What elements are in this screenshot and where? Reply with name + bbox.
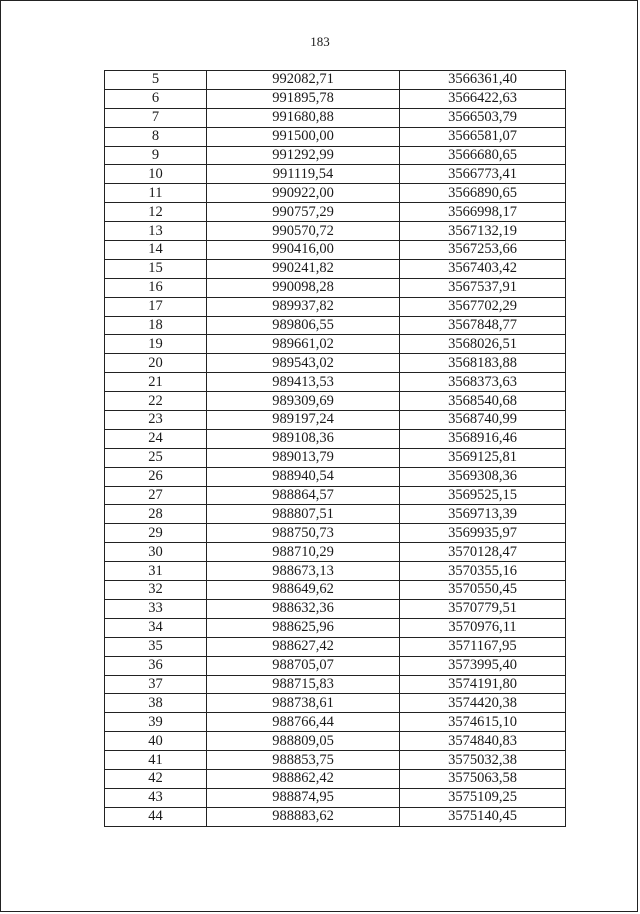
x-coordinate-cell: 988750,73 (207, 524, 400, 543)
x-coordinate-cell: 989937,82 (207, 297, 400, 316)
x-coordinate-cell: 991680,88 (207, 108, 400, 127)
y-coordinate-cell: 3569308,36 (400, 467, 566, 486)
x-coordinate-cell: 988874,95 (207, 788, 400, 807)
y-coordinate-cell: 3573995,40 (400, 656, 566, 675)
y-coordinate-cell: 3568026,51 (400, 335, 566, 354)
y-coordinate-cell: 3566773,41 (400, 165, 566, 184)
y-coordinate-cell: 3569935,97 (400, 524, 566, 543)
table-row (105, 354, 566, 373)
y-coordinate-cell: 3575063,58 (400, 769, 566, 788)
y-coordinate-cell: 3568740,99 (400, 411, 566, 430)
x-coordinate-cell: 988853,75 (207, 751, 400, 770)
y-coordinate-cell: 3574191,80 (400, 675, 566, 694)
point-number-cell: 11 (105, 184, 207, 203)
x-coordinate-cell: 989661,02 (207, 335, 400, 354)
y-coordinate-cell: 3570779,51 (400, 599, 566, 618)
table-row (105, 71, 566, 90)
point-number-cell: 19 (105, 335, 207, 354)
x-coordinate-cell: 991895,78 (207, 89, 400, 108)
table-row (105, 241, 566, 260)
point-number-cell: 7 (105, 108, 207, 127)
point-number-cell: 13 (105, 222, 207, 241)
table-row (105, 543, 566, 562)
x-coordinate-cell: 989543,02 (207, 354, 400, 373)
point-number-cell: 10 (105, 165, 207, 184)
y-coordinate-cell: 3567403,42 (400, 259, 566, 278)
point-number-cell: 30 (105, 543, 207, 562)
table-row (105, 146, 566, 165)
y-coordinate-cell: 3568183,88 (400, 354, 566, 373)
table-row (105, 108, 566, 127)
point-number-cell: 22 (105, 392, 207, 411)
y-coordinate-cell: 3570355,16 (400, 562, 566, 581)
x-coordinate-cell: 990098,28 (207, 278, 400, 297)
table-row (105, 448, 566, 467)
x-coordinate-cell: 989806,55 (207, 316, 400, 335)
table-row (105, 562, 566, 581)
table-row (105, 373, 566, 392)
y-coordinate-cell: 3575032,38 (400, 751, 566, 770)
table-row (105, 486, 566, 505)
table-row (105, 713, 566, 732)
table-row (105, 675, 566, 694)
x-coordinate-cell: 988738,61 (207, 694, 400, 713)
point-number-cell: 34 (105, 618, 207, 637)
table-row (105, 411, 566, 430)
point-number-cell: 8 (105, 127, 207, 146)
point-number-cell: 27 (105, 486, 207, 505)
point-number-cell: 40 (105, 732, 207, 751)
point-number-cell: 5 (105, 71, 207, 90)
x-coordinate-cell: 988632,36 (207, 599, 400, 618)
y-coordinate-cell: 3567132,19 (400, 222, 566, 241)
y-coordinate-cell: 3574615,10 (400, 713, 566, 732)
y-coordinate-cell: 3566680,65 (400, 146, 566, 165)
y-coordinate-cell: 3567253,66 (400, 241, 566, 260)
x-coordinate-cell: 988862,42 (207, 769, 400, 788)
table-row (105, 278, 566, 297)
y-coordinate-cell: 3566581,07 (400, 127, 566, 146)
table-row (105, 524, 566, 543)
y-coordinate-cell: 3566998,17 (400, 203, 566, 222)
y-coordinate-cell: 3570550,45 (400, 581, 566, 600)
x-coordinate-cell: 990570,72 (207, 222, 400, 241)
table-row (105, 581, 566, 600)
y-coordinate-cell: 3574420,38 (400, 694, 566, 713)
x-coordinate-cell: 991500,00 (207, 127, 400, 146)
point-number-cell: 38 (105, 694, 207, 713)
table-row (105, 392, 566, 411)
point-number-cell: 28 (105, 505, 207, 524)
point-number-cell: 42 (105, 769, 207, 788)
table-row (105, 599, 566, 618)
x-coordinate-cell: 991292,99 (207, 146, 400, 165)
x-coordinate-cell: 991119,54 (207, 165, 400, 184)
table-row (105, 751, 566, 770)
table-row (105, 505, 566, 524)
point-number-cell: 39 (105, 713, 207, 732)
table-row (105, 89, 566, 108)
point-number-cell: 15 (105, 259, 207, 278)
x-coordinate-cell: 988807,51 (207, 505, 400, 524)
x-coordinate-cell: 988705,07 (207, 656, 400, 675)
point-number-cell: 35 (105, 637, 207, 656)
x-coordinate-cell: 988625,96 (207, 618, 400, 637)
point-number-cell: 12 (105, 203, 207, 222)
x-coordinate-cell: 990922,00 (207, 184, 400, 203)
point-number-cell: 31 (105, 562, 207, 581)
x-coordinate-cell: 988864,57 (207, 486, 400, 505)
table-row (105, 656, 566, 675)
x-coordinate-cell: 990757,29 (207, 203, 400, 222)
y-coordinate-cell: 3569713,39 (400, 505, 566, 524)
x-coordinate-cell: 988715,83 (207, 675, 400, 694)
y-coordinate-cell: 3567702,29 (400, 297, 566, 316)
coordinates-table (104, 70, 566, 827)
table-row (105, 769, 566, 788)
x-coordinate-cell: 990241,82 (207, 259, 400, 278)
point-number-cell: 21 (105, 373, 207, 392)
table-row (105, 316, 566, 335)
y-coordinate-cell: 3566890,65 (400, 184, 566, 203)
table-row (105, 807, 566, 826)
x-coordinate-cell: 988883,62 (207, 807, 400, 826)
y-coordinate-cell: 3571167,95 (400, 637, 566, 656)
y-coordinate-cell: 3575140,45 (400, 807, 566, 826)
y-coordinate-cell: 3569525,15 (400, 486, 566, 505)
y-coordinate-cell: 3569125,81 (400, 448, 566, 467)
y-coordinate-cell: 3566503,79 (400, 108, 566, 127)
point-number-cell: 14 (105, 241, 207, 260)
x-coordinate-cell: 989108,36 (207, 429, 400, 448)
point-number-cell: 32 (105, 581, 207, 600)
x-coordinate-cell: 988673,13 (207, 562, 400, 581)
table-row (105, 184, 566, 203)
point-number-cell: 29 (105, 524, 207, 543)
table-row (105, 637, 566, 656)
table-row (105, 732, 566, 751)
table-row (105, 259, 566, 278)
table-body (105, 71, 566, 827)
y-coordinate-cell: 3568373,63 (400, 373, 566, 392)
x-coordinate-cell: 990416,00 (207, 241, 400, 260)
x-coordinate-cell: 989197,24 (207, 411, 400, 430)
point-number-cell: 23 (105, 411, 207, 430)
y-coordinate-cell: 3566422,63 (400, 89, 566, 108)
y-coordinate-cell: 3575109,25 (400, 788, 566, 807)
table-row (105, 618, 566, 637)
y-coordinate-cell: 3566361,40 (400, 71, 566, 90)
x-coordinate-cell: 988710,29 (207, 543, 400, 562)
table-row (105, 203, 566, 222)
y-coordinate-cell: 3567537,91 (400, 278, 566, 297)
x-coordinate-cell: 989013,79 (207, 448, 400, 467)
point-number-cell: 44 (105, 807, 207, 826)
table-row (105, 467, 566, 486)
point-number-cell: 25 (105, 448, 207, 467)
table-row (105, 694, 566, 713)
x-coordinate-cell: 988627,42 (207, 637, 400, 656)
point-number-cell: 37 (105, 675, 207, 694)
table-row (105, 788, 566, 807)
point-number-cell: 33 (105, 599, 207, 618)
point-number-cell: 6 (105, 89, 207, 108)
point-number-cell: 18 (105, 316, 207, 335)
point-number-cell: 16 (105, 278, 207, 297)
y-coordinate-cell: 3570128,47 (400, 543, 566, 562)
point-number-cell: 24 (105, 429, 207, 448)
x-coordinate-cell: 988766,44 (207, 713, 400, 732)
point-number-cell: 41 (105, 751, 207, 770)
point-number-cell: 26 (105, 467, 207, 486)
table-row (105, 222, 566, 241)
x-coordinate-cell: 988809,05 (207, 732, 400, 751)
x-coordinate-cell: 988649,62 (207, 581, 400, 600)
y-coordinate-cell: 3570976,11 (400, 618, 566, 637)
table-row (105, 335, 566, 354)
y-coordinate-cell: 3568916,46 (400, 429, 566, 448)
x-coordinate-cell: 992082,71 (207, 71, 400, 90)
page-number: 183 (310, 34, 330, 49)
x-coordinate-cell: 988940,54 (207, 467, 400, 486)
x-coordinate-cell: 989309,69 (207, 392, 400, 411)
point-number-cell: 20 (105, 354, 207, 373)
y-coordinate-cell: 3567848,77 (400, 316, 566, 335)
point-number-cell: 36 (105, 656, 207, 675)
point-number-cell: 17 (105, 297, 207, 316)
point-number-cell: 43 (105, 788, 207, 807)
table-row (105, 429, 566, 448)
table-row (105, 297, 566, 316)
table-row (105, 127, 566, 146)
y-coordinate-cell: 3568540,68 (400, 392, 566, 411)
x-coordinate-cell: 989413,53 (207, 373, 400, 392)
point-number-cell: 9 (105, 146, 207, 165)
table-row (105, 165, 566, 184)
y-coordinate-cell: 3574840,83 (400, 732, 566, 751)
